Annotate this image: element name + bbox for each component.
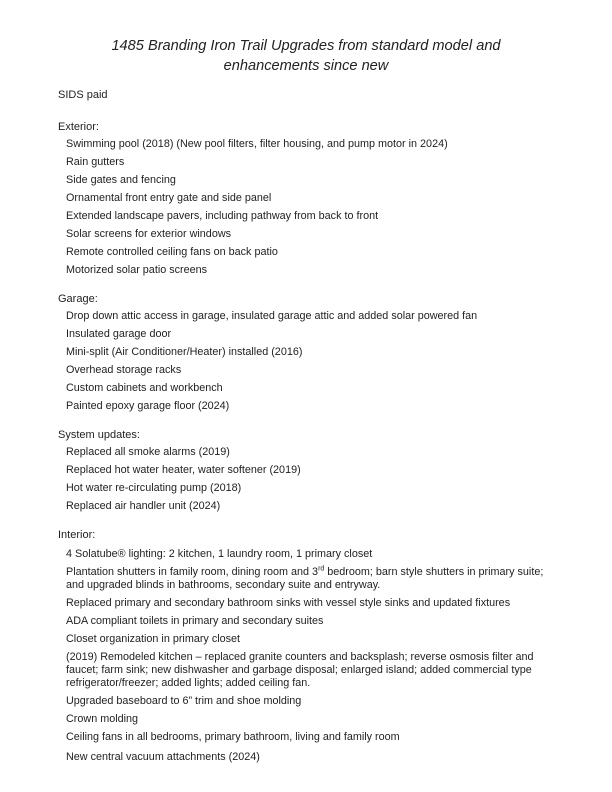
list-item: Replaced primary and secondary bathroom sinks with vessel style sinks and updated fixtures: [66, 597, 511, 609]
sids-note: SIDS paid: [58, 89, 108, 101]
title-line-1: 1485 Branding Iron Trail Upgrades from standard model and: [111, 38, 501, 54]
plantation-text-start: Plantation shutters in family room, dining room and 3: [66, 566, 319, 578]
exterior-list: [66, 138, 558, 277]
list-item: Swimming pool (2018) (New pool filters, filter housing, and pump motor in 2024): [66, 138, 448, 150]
list-item: Motorized solar patio screens: [66, 264, 208, 276]
list-item: Remote controlled ceiling fans on back patio: [66, 246, 278, 258]
list-item: Extended landscape pavers, including pathway from back to front: [66, 210, 379, 222]
list-item: Insulated garage door: [66, 328, 172, 340]
garage-heading: Garage:: [58, 293, 98, 305]
list-item: Drop down attic access in garage, insulated garage attic and added solar powered fan: [66, 310, 478, 322]
list-item: Rain gutters: [66, 156, 125, 168]
list-item: Upgraded baseboard to 6” trim and shoe molding: [66, 695, 302, 707]
system-updates-list: [66, 446, 558, 513]
system-updates-heading: System updates:: [58, 429, 140, 441]
list-item: New central vacuum attachments (2024): [66, 751, 260, 763]
list-item: ADA compliant toilets in primary and secondary suites: [66, 615, 324, 627]
list-item: Crown molding: [66, 713, 139, 725]
list-item: Replaced hot water heater, water softener (2019): [66, 464, 301, 476]
list-item: Custom cabinets and workbench: [66, 382, 223, 394]
list-item-plantation-shutters: [66, 566, 558, 592]
list-item: Side gates and fencing: [66, 174, 176, 186]
list-item: Overhead storage racks: [66, 364, 182, 376]
exterior-section: [58, 120, 558, 282]
interior-list: [66, 548, 558, 764]
list-item: Solar screens for exterior windows: [66, 228, 232, 240]
interior-heading: Interior:: [58, 529, 96, 541]
list-item: Replaced air handler unit (2024): [66, 500, 221, 512]
system-updates-section: [58, 428, 558, 518]
ordinal-suffix: rd: [318, 565, 325, 573]
list-item: Replaced all smoke alarms (2019): [66, 446, 230, 458]
list-item: (2019) Remodeled kitchen – replaced granite counters and backsplash; reverse osmosis filter and faucet; farm sink; new dishwasher and garbage disposal; enlarged island; added commercial type refrigerator/freezer; added lights; added ceiling fan.: [66, 651, 534, 689]
garage-section: [58, 292, 558, 418]
garage-list: [66, 310, 558, 413]
plantation-text-end: bedroom; barn style shutters in primary suite; and upgraded blinds in bathrooms, secondary suite and entryway.: [66, 566, 544, 591]
list-item: Mini-split (Air Conditioner/Heater) installed (2016): [66, 346, 303, 358]
title-line-2: enhancements since new: [223, 58, 389, 74]
interior-section: [58, 528, 558, 769]
list-item: Hot water re-circulating pump (2018): [66, 482, 242, 494]
document-title: [40, 36, 572, 76]
list-item: 4 Solatube® lighting: 2 kitchen, 1 laundry room, 1 primary closet: [66, 548, 373, 560]
list-item: Ceiling fans in all bedrooms, primary bathroom, living and family room: [66, 731, 400, 743]
list-item: Closet organization in primary closet: [66, 633, 241, 645]
exterior-heading: Exterior:: [58, 121, 99, 133]
list-item: Ornamental front entry gate and side panel: [66, 192, 272, 204]
list-item: Painted epoxy garage floor (2024): [66, 400, 230, 412]
